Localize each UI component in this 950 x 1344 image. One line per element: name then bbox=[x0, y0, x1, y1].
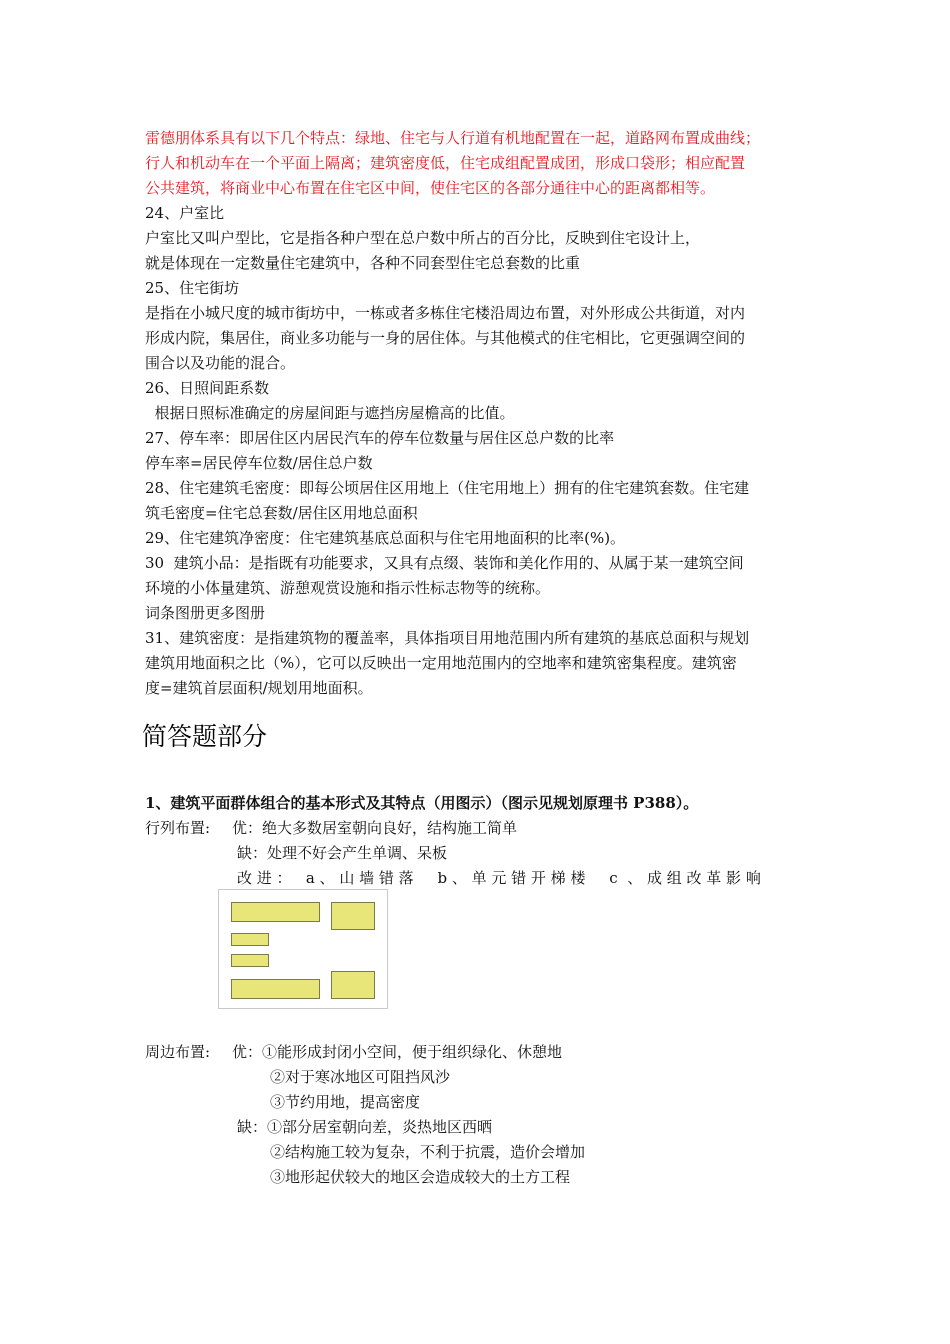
term-24-body-1: 户室比又叫户型比，它是指各种户型在总户数中所占的百分比，反映到住宅设计上， bbox=[145, 229, 701, 247]
term-26-title: 26、日照间距系数 bbox=[145, 379, 270, 397]
section-heading: 简答题部分 bbox=[142, 722, 268, 751]
building-block bbox=[331, 971, 375, 999]
building-block bbox=[231, 979, 320, 999]
perimeter-disadvantage-3: ③地形起伏较大的地区会造成较大的土方工程 bbox=[270, 1168, 571, 1186]
term-31-body-1: 31、建筑密度：是指建筑物的覆盖率，具体指项目用地范围内所有建筑的基底总面积与规划 bbox=[145, 629, 750, 647]
perimeter-advantage-1: 优：①能形成封闭小空间，便于组织绿化、休憩地 bbox=[232, 1043, 563, 1061]
term-26-body: 根据日照标准确定的房屋间距与遮挡房屋檐高的比值。 bbox=[145, 404, 515, 422]
building-block bbox=[331, 902, 375, 930]
term-24-title: 24、户室比 bbox=[145, 204, 225, 222]
term-30-body-1: 30 建筑小品：是指既有功能要求，又具有点缀、装饰和美化作用的、从属于某一建筑空间 bbox=[145, 554, 744, 572]
building-block bbox=[231, 902, 320, 922]
term-25-title: 25、住宅街坊 bbox=[145, 279, 240, 297]
term-25-body-2: 形成内院，集居住，商业多功能与一身的居住体。与其他模式的住宅相比，它更强调空间的 bbox=[145, 329, 746, 347]
term-29-body: 29、住宅建筑净密度：住宅建筑基底总面积与住宅用地面积的比率(%)。 bbox=[145, 529, 626, 547]
row-layout-improvement: 改 进 ： a 、 山 墙 错 落 b 、 单 元 错 开 梯 楼 c 、 成 组 改 革 影 响 bbox=[237, 869, 761, 887]
building-block bbox=[231, 933, 269, 946]
row-layout-diagram bbox=[218, 889, 388, 1009]
row-layout-advantage: 优：绝大多数居室朝向良好，结构施工简单 bbox=[232, 819, 518, 837]
term-27-formula: 停车率=居民停车位数/居住总户数 bbox=[145, 454, 373, 472]
perimeter-disadvantage-2: ②结构施工较为复杂，不利于抗震，造价会增加 bbox=[270, 1143, 586, 1161]
term-30-body-2: 环境的小体量建筑、游憩观赏设施和指示性标志物等的统称。 bbox=[145, 579, 551, 597]
term-25-body-1: 是指在小城尺度的城市街坊中，一栋或者多栋住宅楼沿周边布置，对外形成公共街道，对内 bbox=[145, 304, 746, 322]
building-block bbox=[231, 954, 269, 967]
term-27-title: 27、停车率：即居住区内居民汽车的停车位数量与居住区总户数的比率 bbox=[145, 429, 615, 447]
perimeter-advantage-3: ③节约用地，提高密度 bbox=[270, 1093, 421, 1111]
row-layout-label: 行列布置: bbox=[145, 819, 211, 837]
term-25-body-3: 围合以及功能的混合。 bbox=[145, 354, 296, 372]
gallery-link-text: 词条图册更多图册 bbox=[145, 604, 266, 622]
term-24-body-2: 就是体现在一定数量住宅建筑中，各种不同套型住宅总套数的比重 bbox=[145, 254, 581, 272]
perimeter-advantage-2: ②对于寒冰地区可阻挡风沙 bbox=[270, 1068, 451, 1086]
row-layout-disadvantage: 缺：处理不好会产生单调、呆板 bbox=[237, 844, 448, 862]
question-1-title: 1、建筑平面群体组合的基本形式及其特点（用图示）（图示见规划原理书 P388）。 bbox=[145, 794, 699, 812]
perimeter-disadvantage-1: 缺：①部分居室朝向差，炎热地区西晒 bbox=[237, 1118, 493, 1136]
term-31-body-2: 建筑用地面积之比（%），它可以反映出一定用地范围内的空地率和建筑密集程度。建筑密 bbox=[145, 654, 737, 672]
term-28-body-1: 28、住宅建筑毛密度：即每公顷居住区用地上（住宅用地上）拥有的住宅建筑套数。住宅建 bbox=[145, 479, 750, 497]
perimeter-layout-label: 周边布置: bbox=[145, 1043, 211, 1061]
term-28-body-2: 筑毛密度=住宅总套数/居住区用地总面积 bbox=[145, 504, 418, 522]
redburn-line-3: 公共建筑，将商业中心布置在住宅区中间，使住宅区的各部分通往中心的距离都相等。 bbox=[145, 179, 716, 197]
redburn-line-1: 雷德朋体系具有以下几个特点：绿地、住宅与人行道有机地配置在一起，道路网布置成曲线； bbox=[145, 129, 761, 147]
redburn-line-2: 行人和机动车在一个平面上隔离；建筑密度低，住宅成组配置成团，形成口袋形；相应配置 bbox=[145, 154, 746, 172]
term-31-body-3: 度=建筑首层面积/规划用地面积。 bbox=[145, 679, 373, 697]
